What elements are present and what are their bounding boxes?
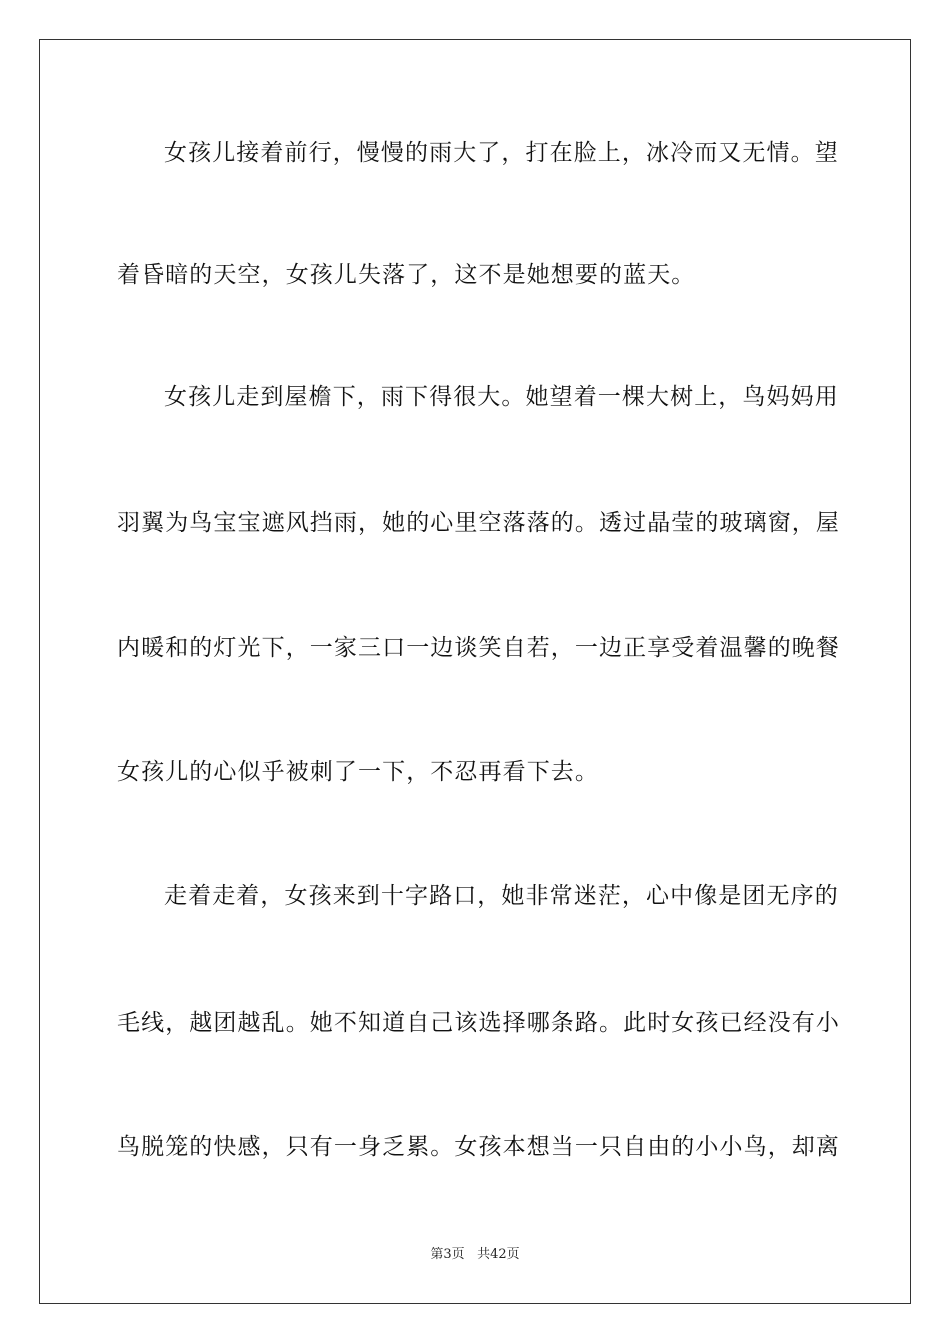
paragraph-3-line-2: 毛线，越团越乱。她不知道自己该选择哪条路。此时女孩已经没有小 — [117, 1010, 840, 1036]
page-number: 第3页 — [430, 1247, 465, 1262]
paragraph-1-line-2: 着昏暗的天空，女孩儿失落了，这不是她想要的蓝天。 — [117, 262, 696, 288]
page-border — [39, 39, 911, 1304]
paragraph-1-line-1: 女孩儿接着前行，慢慢的雨大了，打在脸上，冰冷而又无情。望 — [164, 140, 839, 166]
paragraph-2-line-2: 羽翼为鸟宝宝遮风挡雨，她的心里空落落的。透过晶莹的玻璃窗，屋 — [117, 510, 840, 536]
paragraph-3-line-1: 走着走着，女孩来到十字路口，她非常迷茫，心中像是团无序的 — [164, 883, 839, 909]
paragraph-2-line-3: 内暖和的灯光下，一家三口一边谈笑自若，一边正享受着温馨的晚餐 — [117, 635, 840, 661]
paragraph-3-line-3: 鸟脱笼的快感，只有一身乏累。女孩本想当一只自由的小小鸟，却离 — [117, 1134, 840, 1160]
paragraph-2-line-4: 女孩儿的心似乎被刺了一下，不忍再看下去。 — [117, 759, 599, 785]
total-pages: 共42页 — [477, 1247, 520, 1262]
paragraph-2-line-1: 女孩儿走到屋檐下，雨下得很大。她望着一棵大树上，鸟妈妈用 — [164, 384, 839, 410]
page-footer — [0, 1246, 950, 1264]
